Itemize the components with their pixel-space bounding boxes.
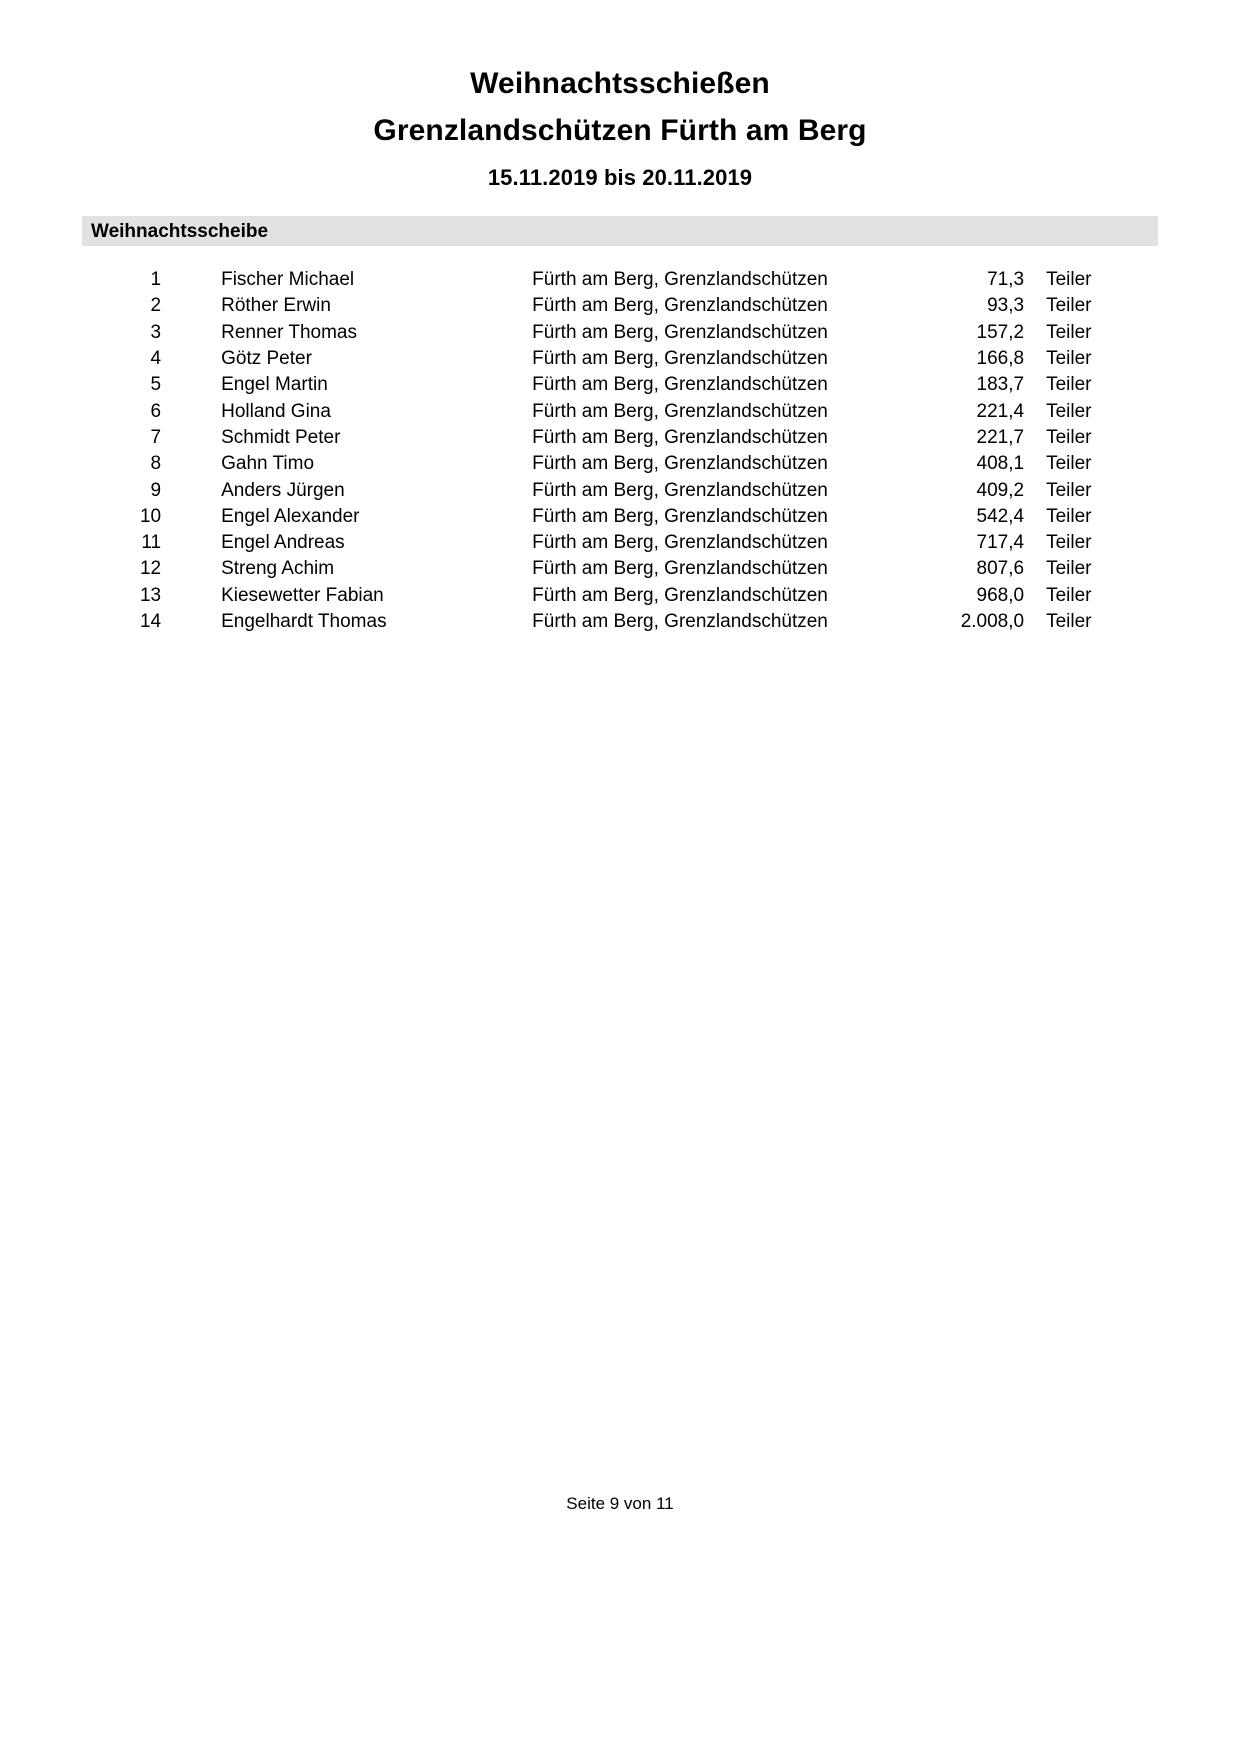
result-name: Götz Peter [221, 348, 312, 370]
result-name: Fischer Michael [221, 269, 355, 291]
result-club: Fürth am Berg, Grenzlandschützen [532, 348, 828, 370]
section-title: Weihnachtsscheibe [91, 220, 269, 242]
result-value: 183,7 [976, 374, 1025, 396]
table-row [82, 348, 1158, 374]
result-value: 93,3 [987, 295, 1025, 317]
result-name: Renner Thomas [221, 321, 357, 343]
result-value: 717,4 [976, 532, 1025, 554]
result-value: 408,1 [976, 453, 1025, 475]
result-value: 807,6 [976, 558, 1025, 580]
result-value: 968,0 [976, 584, 1025, 606]
result-name: Engel Andreas [221, 532, 345, 554]
result-unit: Teiler [1046, 479, 1092, 501]
result-value: 2.008,0 [960, 611, 1025, 633]
result-club: Fürth am Berg, Grenzlandschützen [532, 295, 828, 317]
result-rank: 13 [139, 584, 162, 606]
result-rank: 11 [141, 532, 162, 554]
result-club: Fürth am Berg, Grenzlandschützen [532, 558, 828, 580]
result-rank: 4 [150, 348, 162, 370]
result-value: 157,2 [976, 321, 1025, 343]
section-header [82, 216, 1158, 246]
result-rank: 7 [150, 426, 162, 448]
table-row [82, 585, 1158, 611]
result-rank: 12 [139, 558, 162, 580]
table-row [82, 506, 1158, 532]
result-club: Fürth am Berg, Grenzlandschützen [532, 611, 828, 633]
result-value: 409,2 [976, 479, 1025, 501]
page-footer: Seite 9 von 11 [566, 1494, 674, 1513]
result-club: Fürth am Berg, Grenzlandschützen [532, 269, 828, 291]
result-unit: Teiler [1046, 584, 1092, 606]
page-subtitle: Grenzlandschützen Fürth am Berg [373, 113, 867, 147]
result-name: Anders Jürgen [221, 479, 345, 501]
result-value: 221,4 [976, 400, 1025, 422]
result-value: 166,8 [976, 348, 1025, 370]
table-row [82, 322, 1158, 348]
result-name: Holland Gina [221, 400, 331, 422]
result-name: Schmidt Peter [221, 426, 341, 448]
table-row [82, 269, 1158, 295]
result-name: Streng Achim [221, 558, 335, 580]
result-rank: 14 [139, 611, 162, 633]
result-unit: Teiler [1046, 269, 1092, 291]
result-name: Engelhardt Thomas [221, 611, 387, 633]
result-unit: Teiler [1046, 426, 1092, 448]
date-range: 15.11.2019 bis 20.11.2019 [487, 165, 753, 191]
table-row [82, 374, 1158, 400]
result-unit: Teiler [1046, 374, 1092, 396]
table-row [82, 453, 1158, 479]
result-name: Röther Erwin [221, 295, 331, 317]
result-unit: Teiler [1046, 453, 1092, 475]
table-row [82, 480, 1158, 506]
result-name: Engel Alexander [221, 505, 360, 527]
result-name: Engel Martin [221, 374, 328, 396]
table-row [82, 295, 1158, 321]
result-unit: Teiler [1046, 321, 1092, 343]
table-row [82, 558, 1158, 584]
result-unit: Teiler [1046, 532, 1092, 554]
result-name: Gahn Timo [221, 453, 315, 475]
result-rank: 9 [150, 479, 162, 501]
results-table [82, 269, 1158, 637]
result-rank: 3 [150, 321, 162, 343]
result-rank: 5 [150, 374, 162, 396]
result-club: Fürth am Berg, Grenzlandschützen [532, 584, 828, 606]
table-row [82, 611, 1158, 637]
result-name: Kiesewetter Fabian [221, 584, 384, 606]
result-club: Fürth am Berg, Grenzlandschützen [532, 400, 828, 422]
result-rank: 8 [150, 453, 162, 475]
table-row [82, 401, 1158, 427]
result-club: Fürth am Berg, Grenzlandschützen [532, 505, 828, 527]
result-unit: Teiler [1046, 558, 1092, 580]
result-value: 71,3 [987, 269, 1025, 291]
result-rank: 1 [150, 269, 162, 291]
result-club: Fürth am Berg, Grenzlandschützen [532, 479, 828, 501]
result-unit: Teiler [1046, 505, 1092, 527]
result-rank: 6 [150, 400, 162, 422]
result-unit: Teiler [1046, 348, 1092, 370]
results-table-body [82, 269, 1158, 637]
result-unit: Teiler [1046, 400, 1092, 422]
table-row [82, 532, 1158, 558]
result-unit: Teiler [1046, 295, 1092, 317]
result-club: Fürth am Berg, Grenzlandschützen [532, 426, 828, 448]
result-club: Fürth am Berg, Grenzlandschützen [532, 374, 828, 396]
result-rank: 10 [139, 505, 162, 527]
result-unit: Teiler [1046, 611, 1092, 633]
result-rank: 2 [150, 295, 162, 317]
result-value: 542,4 [976, 505, 1025, 527]
result-club: Fürth am Berg, Grenzlandschützen [532, 321, 828, 343]
result-club: Fürth am Berg, Grenzlandschützen [532, 532, 828, 554]
result-value: 221,7 [976, 426, 1025, 448]
page-title: Weihnachtsschießen [470, 67, 770, 100]
table-row [82, 427, 1158, 453]
result-club: Fürth am Berg, Grenzlandschützen [532, 453, 828, 475]
